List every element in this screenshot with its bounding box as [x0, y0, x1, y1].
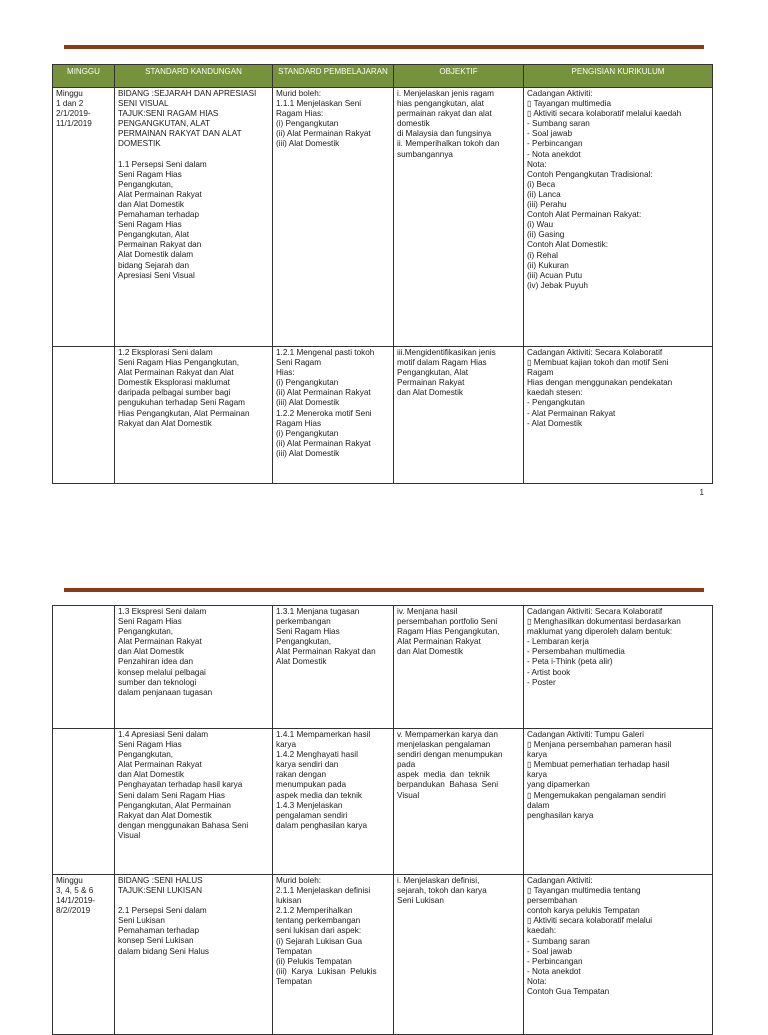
standard-pembelajaran-cell [273, 875, 394, 1035]
top-rule-page-2 [64, 588, 704, 592]
cell-line: - Alat Permainan Rakyat [527, 408, 616, 418]
cell-line: Minggu [56, 89, 83, 98]
cell-line: 2.1 Persepsi Seni dalam [118, 906, 207, 916]
cell-line: Pemahaman terhadap [118, 926, 200, 936]
cell-line: 1.4.1 Mempamerkan hasil [276, 730, 371, 739]
standard-pembelajaran-cell [273, 606, 394, 729]
standard-pembelajaran-cell [273, 347, 394, 484]
cell-line: Apresiasi Seni Visual [118, 270, 195, 280]
table-row [53, 729, 713, 875]
standard-pembelajaran-cell [273, 88, 394, 347]
cell-line: dalam [527, 800, 550, 810]
cell-line: ▯ Mengemukakan pengalaman sendiri [527, 790, 666, 800]
cell-line: 14/1/2019- [56, 896, 96, 906]
cell-line: Alat Permainan Rakyat dan [276, 647, 376, 657]
cell-line: Cadangan Aktiviti: [527, 876, 593, 885]
cell-line: Ragam [527, 368, 554, 378]
cell-line: (i) Pengangkutan [276, 428, 339, 438]
cell-line: Permainan Rakyat dan [118, 240, 202, 250]
cell-line: i. Menjelaskan jenis ragam [397, 89, 494, 98]
standard-kandungan-cell [115, 875, 273, 1035]
cell-line: PERMAINAN RAKYAT DAN ALAT [118, 129, 242, 139]
cell-line: Permainan Rakyat [397, 378, 465, 388]
cell-line: 1.3.1 Menjana tugasan [276, 607, 360, 616]
cell-line: Seni Lukisan [118, 916, 165, 926]
curriculum-table-page-1 [52, 64, 713, 484]
cell-line: (i) Wau [527, 220, 554, 230]
cell-line: Domestik Eksplorasi maklumat [118, 378, 230, 388]
cell-line: - Perbincangan [527, 139, 583, 149]
cell-line: 1.2 Eksplorasi Seni dalam [118, 348, 213, 357]
cell-line: 1.4.3 Menjelaskan [276, 800, 343, 810]
cell-line: 2/1/2019- [56, 109, 91, 119]
cell-line: PENGANGKUTAN, ALAT [118, 119, 211, 129]
cell-line: Cadangan Aktiviti: [527, 89, 593, 98]
standard-kandungan-cell [115, 88, 273, 347]
cell-line: - Poster [527, 677, 556, 687]
cell-line: dengan menggunakan Bahasa Seni [118, 820, 249, 830]
cell-line: menjelaskan pengalaman [397, 740, 491, 750]
cell-line: 1.1 Persepsi Seni dalam [118, 159, 207, 169]
cell-line: permainan rakyat dan alat [397, 109, 492, 119]
cell-line: (ii) Alat Permainan Rakyat [276, 438, 371, 448]
cell-line: Pengangkutan, [276, 637, 332, 647]
minggu-cell [53, 729, 115, 875]
cell-line: (i) Beca [527, 179, 556, 189]
cell-line: Alat Domestik dalam [118, 250, 194, 260]
table-header-row [53, 65, 713, 88]
cell-line: dalam penghasilan karya [276, 820, 368, 830]
cell-line: bidang Sejarah dan [118, 260, 190, 270]
cell-line: dalam penjanaan tugasan [118, 687, 213, 697]
cell-line: TAJUK:SENI RAGAM HIAS [118, 109, 219, 119]
objektif-cell [394, 875, 524, 1035]
cell-line: - Nota anekdot [527, 149, 581, 159]
cell-line: (iii) Alat Domestik [276, 139, 340, 149]
cell-line: Rakyat dan Alat Domestik [118, 418, 212, 428]
cell-line: lukisan [276, 896, 302, 906]
cell-line: Penzahiran idea dan [118, 657, 194, 667]
cell-line: sumbangannya [397, 149, 453, 159]
cell-line: 1 dan 2 [56, 99, 84, 109]
cell-line: aspek media dan teknik [397, 770, 490, 780]
minggu-cell [53, 88, 115, 347]
cell-line: Visual [397, 790, 420, 800]
cell-line [118, 896, 269, 906]
cell-line: - Peta i-Think (peta alir) [527, 657, 613, 667]
objektif-cell [394, 347, 524, 484]
cell-line: 3, 4, 5 & 6 [56, 886, 94, 896]
cell-line: seni lukisan dari aspek: [276, 926, 362, 936]
cell-line: Alat Permainan Rakyat [118, 637, 202, 647]
cell-line: (ii) Kukuran [527, 260, 569, 270]
header-minggu: MINGGU [53, 65, 115, 88]
cell-line: Hias: [276, 368, 295, 378]
cell-line: kaedah: [527, 926, 557, 936]
cell-line: Rakyat dan Alat Domestik [118, 810, 212, 820]
cell-line: (iv) Jebak Puyuh [527, 280, 588, 290]
cell-line: kaedah stesen: [527, 388, 583, 398]
cell-line: karya sendiri dan [276, 760, 339, 770]
minggu-cell [53, 606, 115, 729]
cell-line: (ii) Alat Permainan Rakyat [276, 388, 371, 398]
cell-line: rakan dengan [276, 770, 327, 780]
cell-line: dan Alat Domestik [118, 199, 184, 209]
cell-line: Pengangkutan, [118, 627, 174, 637]
cell-line: Seni dalam Seni Ragam Hias [118, 790, 225, 800]
cell-line: Seni Ragam Hias [118, 740, 182, 750]
cell-line: tentang perkembangan [276, 916, 361, 926]
cell-line [118, 150, 269, 160]
cell-line: Tempatan [276, 946, 312, 956]
cell-line: Ragam Hias Pengangkutan, [397, 627, 500, 637]
cell-line: domestik [397, 119, 430, 129]
cell-line: - Nota anekdot [527, 966, 581, 976]
cell-line: Tempatan [276, 976, 312, 986]
cell-line: - Persembahan multimedia [527, 647, 625, 657]
cell-line: Visual [118, 830, 141, 840]
cell-line: penghasilan karya [527, 810, 594, 820]
cell-line: Contoh Pengangkutan Tradisional: [527, 169, 653, 179]
objektif-cell [394, 606, 524, 729]
cell-line: Alat Permainan Rakyat dan Alat [118, 368, 234, 378]
cell-line: sendiri dengan menumpukan [397, 750, 503, 760]
cell-line: - Lembaran kerja [527, 637, 589, 647]
cell-line: Hias Pengangkutan, Alat Permainan [118, 408, 250, 418]
cell-line: karya [276, 740, 297, 750]
cell-line: 1.1.1 Menjelaskan Seni [276, 99, 362, 109]
cell-line: Contoh Alat Permainan Rakyat: [527, 210, 642, 220]
standard-kandungan-cell [115, 729, 273, 875]
cell-line: iii.Mengidentifikasikan jenis [397, 348, 496, 357]
header-standard-kandungan: STANDARD KANDUNGAN [115, 65, 273, 88]
table-row [53, 347, 713, 484]
cell-line: 1.3 Ekspresi Seni dalam [118, 607, 207, 616]
cell-line: BIDANG :SEJARAH DAN APRESIASI [118, 89, 257, 98]
cell-line: SENI VISUAL [118, 99, 169, 109]
cell-line: Ragam Hias [276, 418, 322, 428]
cell-line: DOMESTIK [118, 139, 161, 149]
cell-line: Minggu [56, 876, 83, 885]
cell-line: (ii) Lanca [527, 189, 561, 199]
cell-line: Murid boleh: [276, 876, 322, 885]
cell-line: TAJUK:SENI LUKISAN [118, 886, 203, 896]
standard-pembelajaran-cell [273, 729, 394, 875]
cell-line: Alat Permainan Rakyat [118, 189, 202, 199]
cell-line: yang dipamerkan [527, 780, 590, 790]
cell-line: - Sumbang saran [527, 119, 590, 129]
pengisian-kurikulum-cell [524, 88, 713, 347]
cell-line: Seni Ragam Hias Pengangkutan, [118, 358, 240, 368]
cell-line: di Malaysia dan fungsinya [397, 129, 492, 139]
cell-line: ▯ Tayangan multimedia tentang [527, 886, 641, 896]
cell-line: Murid boleh: [276, 89, 322, 98]
cell-line: (iii) Alat Domestik [276, 448, 340, 458]
cell-line: Alat Permainan Rakyat [118, 760, 202, 770]
cell-line: ▯ Tayangan multimedia [527, 99, 612, 109]
cell-line: pada [397, 760, 416, 770]
cell-line: Seni Ragam Hias [118, 220, 182, 230]
cell-line: persembahan portfolio Seni [397, 617, 498, 627]
objektif-cell [394, 729, 524, 875]
cell-line: menumpukan pada [276, 780, 347, 790]
cell-line: konsep melalui pelbagai [118, 667, 206, 677]
cell-line: (iii) Acuan Putu [527, 270, 583, 280]
cell-line: ▯ Membuat pemerhatian terhadap hasil [527, 760, 670, 770]
cell-line: Pengangkutan, [118, 179, 174, 189]
cell-line: Pemahaman terhadap [118, 210, 200, 220]
cell-line: Penghayatan terhadap hasil karya [118, 780, 243, 790]
cell-line: (ii) Alat Permainan Rakyat [276, 129, 371, 139]
cell-line: Cadangan Aktiviti: Tumpu Galeri [527, 730, 644, 739]
cell-line: (iii) Karya Lukisan Pelukis [276, 966, 377, 976]
cell-line: BIDANG :SENI HALUS [118, 876, 203, 885]
cell-line: daripada pelbagai sumber bagi [118, 388, 231, 398]
cell-line: (i) Sejarah Lukisan Gua [276, 936, 363, 946]
pengisian-kurikulum-cell [524, 729, 713, 875]
cell-line: Hias dengan menggunakan pendekatan [527, 378, 673, 388]
cell-line: ▯ Aktiviti secara kolaboratif melalui [527, 916, 653, 926]
cell-line: i. Menjelaskan definisi, [397, 876, 480, 885]
cell-line: Nota: [527, 159, 547, 169]
cell-line: (i) Pengangkutan [276, 378, 339, 388]
cell-line: 11/1/2019 [56, 119, 92, 129]
standard-kandungan-cell [115, 347, 273, 484]
cell-line: Contoh Gua Tempatan [527, 987, 610, 997]
cell-line: - Pengangkutan [527, 398, 585, 408]
cell-line: (i) Pengangkutan [276, 119, 339, 129]
cell-line: - Artist book [527, 667, 571, 677]
cell-line: Cadangan Aktiviti: Secara Kolaboratif [527, 348, 663, 357]
cell-line: Seni Ragam Hias [118, 169, 182, 179]
cell-line: dalam bidang Seni Halus [118, 946, 210, 956]
cell-line: v. Mempamerkan karya dan [397, 730, 498, 739]
cell-line: Pengangkutan, Alat [118, 230, 190, 240]
standard-kandungan-cell [115, 606, 273, 729]
cell-line: - Perbincangan [527, 956, 583, 966]
cell-line: persembahan [527, 896, 578, 906]
cell-line: 2.1.2 Memperihalkan [276, 906, 353, 916]
header-standard-pembelajaran: STANDARD PEMBELAJARAN [273, 65, 394, 88]
cell-line: (ii) Pelukis Tempatan [276, 956, 352, 966]
page-number: 1 [699, 488, 704, 497]
cell-line: ▯ Menjana persembahan pameran hasil [527, 740, 672, 750]
minggu-cell [53, 875, 115, 1035]
cell-line: Alat Domestik [276, 657, 327, 667]
cell-line: (ii) Gasing [527, 230, 565, 240]
cell-line: pengalaman sendiri [276, 810, 348, 820]
pengisian-kurikulum-cell [524, 347, 713, 484]
cell-line: ii. Memperihalkan tokoh dan [397, 139, 500, 149]
cell-line: - Soal jawab [527, 129, 573, 139]
cell-line: (iii) Perahu [527, 200, 567, 210]
cell-line: hias pengangkutan, alat [397, 99, 484, 109]
cell-line: aspek media dan teknik [276, 790, 363, 800]
cell-line: dan Alat Domestik [118, 647, 184, 657]
cell-line: sumber dan teknologi [118, 677, 197, 687]
cell-line: (iii) Alat Domestik [276, 398, 340, 408]
cell-line: Contoh Alat Domestik: [527, 240, 609, 250]
table-row [53, 606, 713, 729]
cell-line: ▯ Aktiviti secara kolaboratif melalui kaedah [527, 109, 682, 119]
cell-line: - Soal jawab [527, 946, 573, 956]
pengisian-kurikulum-cell [524, 606, 713, 729]
header-objektif: OBJEKTIF [394, 65, 524, 88]
cell-line: Pengangkutan, Alat [397, 368, 469, 378]
cell-line: Pengangkutan, Alat Permainan [118, 800, 231, 810]
cell-line: Pengangkutan, [118, 750, 174, 760]
cell-line: ▯ Membuat kajian tokoh dan motif Seni [527, 358, 669, 368]
cell-line: 1.4.2 Menghayati hasil [276, 750, 358, 760]
cell-line: Seni Ragam [276, 358, 322, 368]
cell-line: 1.2.2 Meneroka motif Seni [276, 408, 372, 418]
cell-line: 1.2.1 Mengenal pasti tokoh [276, 348, 375, 357]
table-row [53, 88, 713, 347]
cell-line: karya [527, 750, 548, 760]
cell-line: dan Alat Domestik [397, 647, 463, 657]
cell-line: 8/2//2019 [56, 906, 91, 916]
cell-line: sejarah, tokoh dan karya [397, 886, 487, 896]
cell-line: karya [527, 770, 548, 780]
top-rule-page-1 [64, 45, 704, 49]
header-pengisian-kurikulum: PENGISIAN KURIKULUM [524, 65, 713, 88]
cell-line: - Sumbang saran [527, 936, 590, 946]
minggu-cell [53, 347, 115, 484]
cell-line: berpandukan Bahasa Seni [397, 780, 499, 790]
cell-line: Seni Ragam Hias [276, 627, 340, 637]
cell-line: iv. Menjana hasil [397, 607, 458, 616]
cell-line: motif dalam Ragam Hias [397, 358, 487, 368]
cell-line: perkembangan [276, 617, 331, 627]
objektif-cell [394, 88, 524, 347]
cell-line: maklumat yang diperoleh dalam bentuk: [527, 627, 673, 637]
cell-line: Alat Permainan Rakyat [397, 637, 481, 647]
table-row [53, 875, 713, 1035]
cell-line: ▯ Menghasilkan dokumentasi berdasarkan [527, 617, 681, 627]
cell-line: dan Alat Domestik [397, 388, 463, 398]
cell-line: konsep Seni Lukisan [118, 936, 194, 946]
cell-line: Seni Lukisan [397, 896, 444, 906]
curriculum-table-page-2 [52, 605, 713, 1035]
cell-line: pengukuhan terhadap Seni Ragam [118, 398, 246, 408]
pengisian-kurikulum-cell [524, 875, 713, 1035]
cell-line: - Alat Domestik [527, 418, 583, 428]
cell-line: Seni Ragam Hias [118, 617, 182, 627]
cell-line: Cadangan Aktiviti: Secara Kolaboratif [527, 607, 663, 616]
cell-line: Ragam Hias: [276, 109, 324, 119]
cell-line: (i) Rehal [527, 250, 558, 260]
cell-line: 2.1.1 Menjelaskan definisi [276, 886, 371, 896]
cell-line: contoh karya pelukis Tempatan [527, 906, 640, 916]
cell-line: dan Alat Domestik [118, 770, 184, 780]
cell-line: 1.4 Apresiasi Seni dalam [118, 730, 209, 739]
cell-line: Nota: [527, 976, 547, 986]
